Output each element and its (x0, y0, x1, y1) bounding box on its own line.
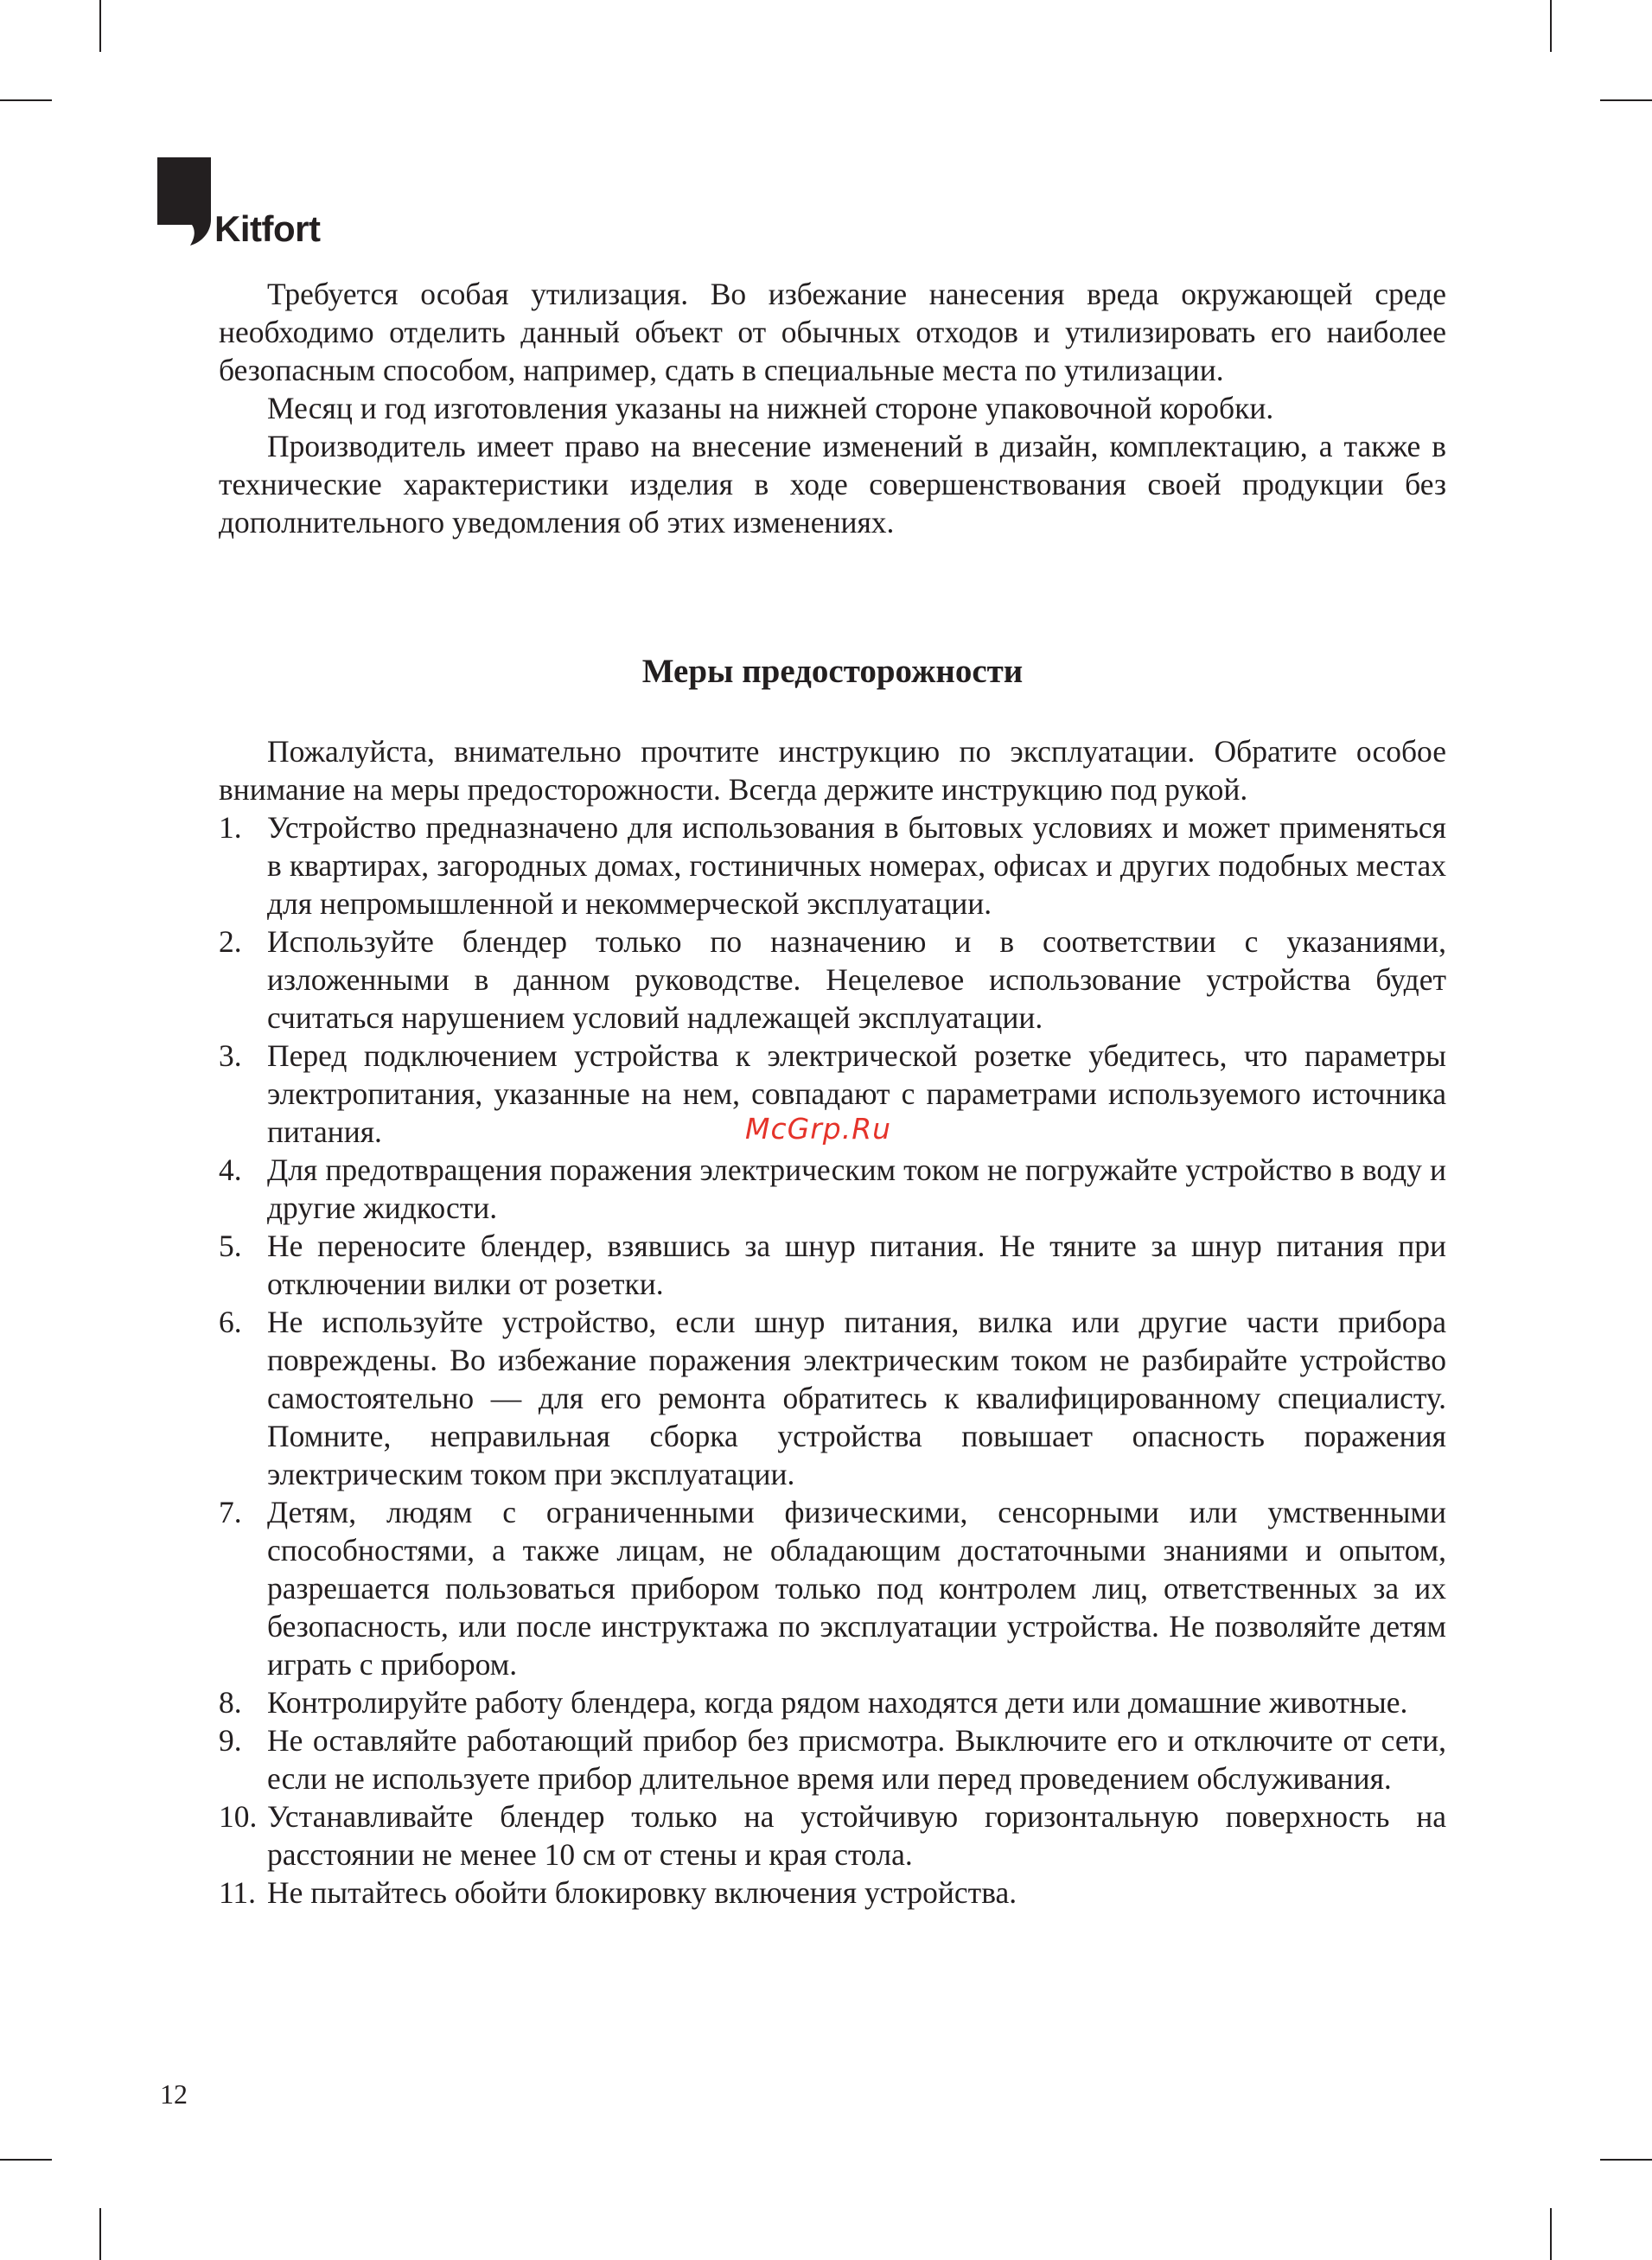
item-text: Не пытайтесь обойти блокировку включения устройства. (267, 1875, 1017, 1910)
item-text: Не используйте устройство, если шнур питания, вилка или другие части прибора повреждены. Во избежание поражения электрическим током не разбирайте устройство самостоятельно — для его ремонта обратитесь к квалифицированному специалисту. Помните, неправильная сборка устройства повышает опасность поражения электрическим током при эксплуатации. (267, 1305, 1446, 1491)
watermark-text: McGrp.Ru (745, 1112, 892, 1146)
item-number: 4. (219, 1152, 242, 1187)
intro-paragraph: Месяц и год изготовления указаны на нижней стороне упаковочной коробки. (267, 391, 1274, 425)
list-item (219, 1797, 1446, 1874)
list-item (219, 1151, 1446, 1227)
list-item (219, 1303, 1446, 1493)
item-number: 5. (219, 1229, 242, 1263)
list-item (219, 1721, 1446, 1797)
item-number: 3. (219, 1038, 242, 1073)
crop-mark (1600, 2159, 1652, 2161)
list-item (219, 923, 1446, 1037)
list-item (219, 1493, 1446, 1683)
section-title: Меры предосторожности (641, 653, 1024, 690)
list-item (219, 808, 1446, 923)
brand-logo (157, 157, 321, 249)
list-item (219, 1227, 1446, 1303)
item-number: 6. (219, 1305, 242, 1339)
crop-mark (1550, 2208, 1552, 2260)
crop-mark (0, 2159, 52, 2161)
crop-mark (99, 0, 101, 52)
item-text: Для предотвращения поражения электрическим током не погружайте устройство в воду и другие жидкости. (267, 1152, 1446, 1225)
kitfort-logo-icon (157, 157, 211, 246)
section-lead: Пожалуйста, внимательно прочтите инструкцию по эксплуатации. Обратите особое внимание на меры предосторожности. Всегда держите инструкцию под рукой. (219, 734, 1446, 807)
item-text: Устройство предназначено для использования в бытовых условиях и может применяться в квартирах, загородных домах, гостиничных номерах, офисах и других подобных местах для непромышленной и некоммерческой эксплуатации. (267, 810, 1446, 921)
crop-mark (99, 2208, 101, 2260)
intro-section (219, 275, 1446, 541)
item-text: Детям, людям с ограниченными физическими, сенсорными или умственными способностями, а также лицам, не обладающим достаточными знаниями и опытом, разрешается пользоваться прибором только под контролем лиц, ответственных за их безопасность, или после инструктажа по эксплуатации устройства. Не позволяйте детям играть с прибором. (267, 1495, 1446, 1682)
item-number: 9. (219, 1723, 242, 1758)
intro-paragraph: Производитель имеет право на внесение изменений в дизайн, комплектацию, а также в технические характеристики изделия в ходе совершенствования своей продукции без дополнительного уведомления об этих изменениях. (219, 429, 1446, 539)
item-number: 7. (219, 1495, 242, 1529)
item-number: 11. (219, 1875, 257, 1910)
list-item (219, 1683, 1446, 1721)
intro-paragraph: Требуется особая утилизация. Во избежание нанесения вреда окружающей среде необходимо отделить данный объект от обычных отходов и утилизировать его наиболее безопасным способом, например, сдать в специальные места по утилизации. (219, 277, 1446, 387)
list-item (219, 1874, 1446, 1912)
brand-name: Kitfort (214, 208, 321, 249)
item-text: Не оставляйте работающий прибор без присмотра. Выключите его и отключите от сети, если не используете прибор длительное время или перед проведением обслуживания. (267, 1723, 1446, 1796)
item-number: 10. (219, 1799, 258, 1834)
item-number: 1. (219, 810, 242, 845)
item-text: Используйте блендер только по назначению и в соответствии с указаниями, изложенными в данном руководстве. Нецелевое использование устройства будет считаться нарушением условий надлежащей эксплуатации. (267, 924, 1446, 1035)
crop-mark (0, 99, 52, 101)
item-number: 8. (219, 1685, 242, 1720)
precautions-list (219, 808, 1446, 1912)
crop-mark (1550, 0, 1552, 52)
item-text: Устанавливайте блендер только на устойчивую горизонтальную поверхность на расстоянии не менее 10 см от стены и края стола. (267, 1799, 1446, 1872)
crop-mark (1600, 99, 1652, 101)
item-text: Перед подключением устройства к электрической розетке убедитесь, что параметры электропитания, указанные на нем, совпадают с параметрами используемого источника питания. (267, 1038, 1446, 1149)
item-text: Не переносите блендер, взявшись за шнур питания. Не тяните за шнур питания при отключении вилки от розетки. (267, 1229, 1446, 1301)
item-text: Контролируйте работу блендера, когда рядом находятся дети или домашние животные. (267, 1685, 1408, 1720)
item-number: 2. (219, 924, 242, 959)
precautions-section (219, 732, 1446, 1912)
page-number: 12 (160, 2078, 188, 2110)
